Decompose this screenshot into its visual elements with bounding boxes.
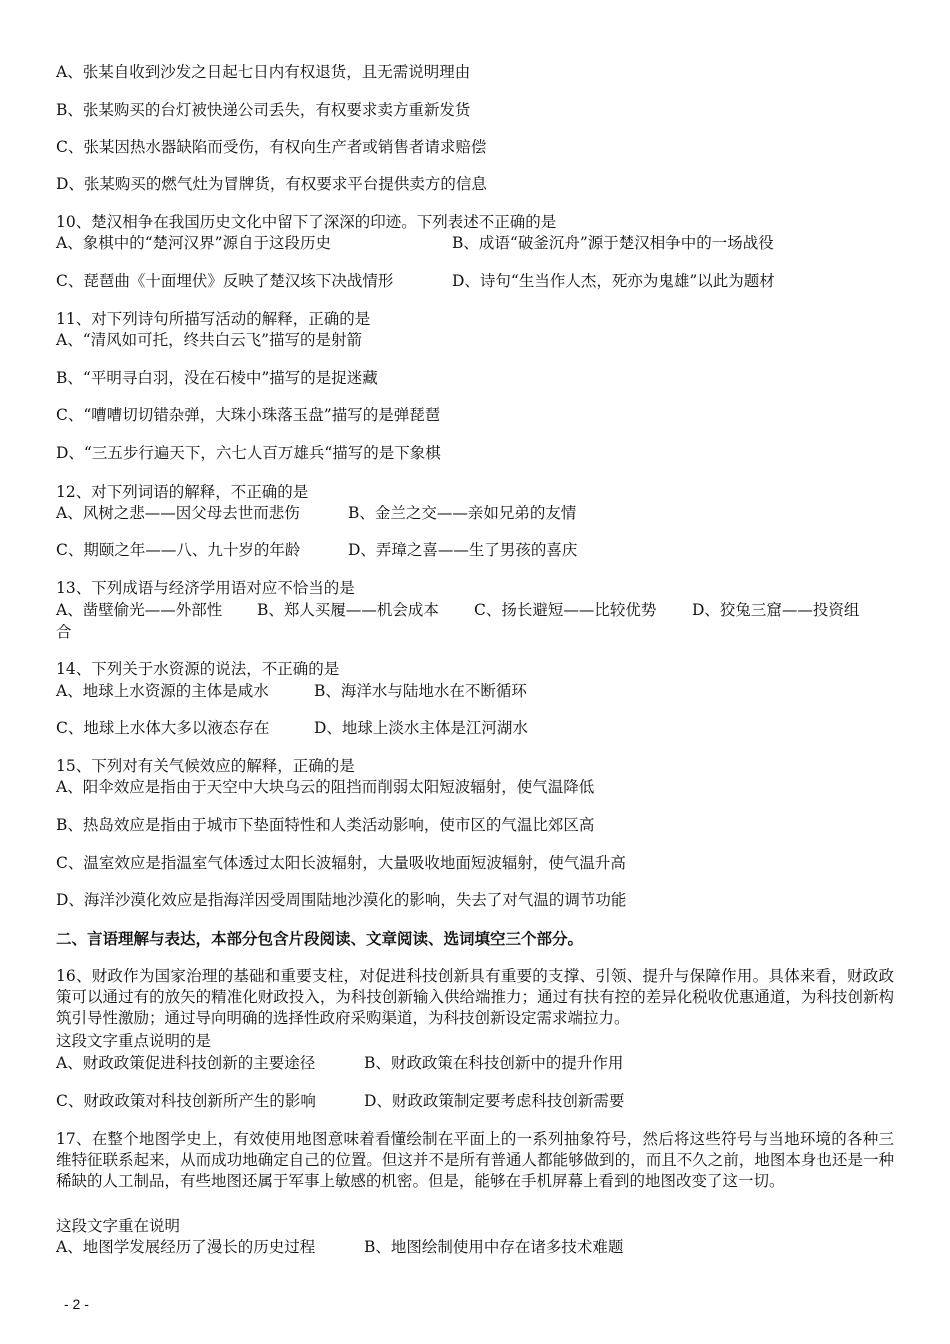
- q15-option-c: C、温室效应是指温室气体透过太阳长波辐射，大量吸收地面短波辐射，使气温升高: [56, 854, 626, 872]
- q16-option-c: C、财政政策对科技创新所产生的影响: [56, 1092, 316, 1110]
- q13-option-a: A、凿壁偷光——外部性: [56, 601, 223, 619]
- q10-stem: 10、楚汉相争在我国历史文化中留下了深深的印迹。下列表述不正确的是: [56, 213, 557, 231]
- q11-option-d: D、“三五步行遍天下，六七人百万雄兵“描写的是下象棋: [56, 444, 441, 462]
- q9-option-b: B、张某购买的台灯被快递公司丢失，有权要求卖方重新发货: [56, 101, 471, 119]
- q14-option-a: A、地球上水资源的主体是咸水: [56, 682, 269, 700]
- q10-option-d: D、诗句“生当作人杰，死亦为鬼雄”以此为题材: [452, 272, 775, 290]
- q15-stem: 15、下列对有关气候效应的解释，正确的是: [56, 757, 355, 775]
- q15-option-a: A、阳伞效应是指由于天空中大块乌云的阻挡而削弱太阳短波辐射，使气温降低: [56, 778, 595, 796]
- q11-option-a: A、“清风如可托，终共白云飞”描写的是射箭: [56, 331, 363, 349]
- q12-stem: 12、对下列词语的解释，不正确的是: [56, 483, 309, 501]
- q12-option-a: A、风树之悲——因父母去世而悲伤: [56, 504, 300, 522]
- q17-stem: 这段文字重在说明: [56, 1217, 181, 1235]
- q11-option-b: B、“平明寻白羽，没在石棱中”描写的是捉迷藏: [56, 369, 378, 387]
- q13-option-d: D、狡兔三窟——投资组: [692, 601, 860, 619]
- section-heading: 二、言语理解与表达，本部分包含片段阅读、文章阅读、选词填空三个部分。: [56, 929, 584, 948]
- q12-option-c: C、期颐之年——八、九十岁的年龄: [56, 541, 301, 559]
- q14-option-b: B、海洋水与陆地水在不断循环: [314, 682, 527, 700]
- q14-option-d: D、地球上淡水主体是江河湖水: [314, 719, 528, 737]
- q17-option-b: B、地图绘制使用中存在诸多技术难题: [364, 1238, 624, 1256]
- q15-option-b: B、热岛效应是指由于城市下垫面特性和人类活动影响，使市区的气温比郊区高: [56, 816, 595, 834]
- q13-option-d-continued: 合: [56, 623, 72, 641]
- q11-option-c: C、“嘈嘈切切错杂弹，大珠小珠落玉盘”描写的是弹琵琶: [56, 406, 441, 424]
- q17-option-a: A、地图学发展经历了漫长的历史过程: [56, 1238, 316, 1256]
- q16-option-d: D、财政政策制定要考虑科技创新需要: [364, 1092, 625, 1110]
- q16-option-b: B、财政政策在科技创新中的提升作用: [364, 1054, 624, 1072]
- q12-option-d: D、弄璋之喜——生了男孩的喜庆: [348, 541, 578, 559]
- q14-stem: 14、下列关于水资源的说法，不正确的是: [56, 660, 340, 678]
- q17-passage: 17、在整个地图学史上，有效使用地图意味着看懂绘制在平面上的一系列抽象符号，然后将这些符号与当地环境的各种三维特征联系起来，从而成功地确定自己的位置。但这并不是所有普通人都能够做到的，而且不久之前，地图本身也还是一种稀缺的人工制品，有些地图还属于军事上敏感的机密。但是，能够在手机屏幕上看到的地图改变了这一切。: [56, 1130, 894, 1190]
- q16-passage: 16、财政作为国家治理的基础和重要支柱，对促进科技创新具有重要的支撑、引领、提升与保障作用。具体来看，财政政策可以通过有的放矢的精准化财政投入，为科技创新输入供给端推力；通过有扶有控的差异化税收优惠通道，为科技创新构筑引导性激励；通过导向明确的选择性政府采购渠道，为科技创新设定需求端拉力。: [56, 967, 894, 1027]
- q13-option-b: B、郑人买履——机会成本: [257, 601, 439, 619]
- q16-stem: 这段文字重点说明的是: [56, 1032, 212, 1050]
- q15-option-d: D、海洋沙漠化效应是指海洋因受周围陆地沙漠化的影响，失去了对气温的调节功能: [56, 891, 627, 909]
- q13-stem: 13、下列成语与经济学用语对应不恰当的是: [56, 579, 355, 597]
- q14-option-c: C、地球上水体大多以液态存在: [56, 719, 270, 737]
- q9-option-d: D、张某购买的燃气灶为冒牌货，有权要求平台提供卖方的信息: [56, 175, 487, 193]
- q9-option-a: A、张某自收到沙发之日起七日内有权退货，且无需说明理由: [56, 63, 471, 81]
- q11-stem: 11、对下列诗句所描写活动的解释，正确的是: [56, 310, 371, 328]
- q16-option-a: A、财政政策促进科技创新的主要途径: [56, 1054, 316, 1072]
- q13-option-c: C、扬长避短——比较优势: [474, 601, 657, 619]
- q9-option-c: C、张某因热水器缺陷而受伤，有权向生产者或销售者请求赔偿: [56, 138, 487, 156]
- q10-option-c: C、琵琶曲《十面埋伏》反映了楚汉垓下决战情形: [56, 272, 394, 290]
- q10-option-b: B、成语“破釜沉舟”源于楚汉相争中的一场战役: [452, 234, 774, 252]
- q10-option-a: A、象棋中的“楚河汉界”源自于这段历史: [56, 234, 332, 252]
- q12-option-b: B、金兰之交——亲如兄弟的友情: [348, 504, 577, 522]
- page-number: - 2 -: [64, 1296, 89, 1312]
